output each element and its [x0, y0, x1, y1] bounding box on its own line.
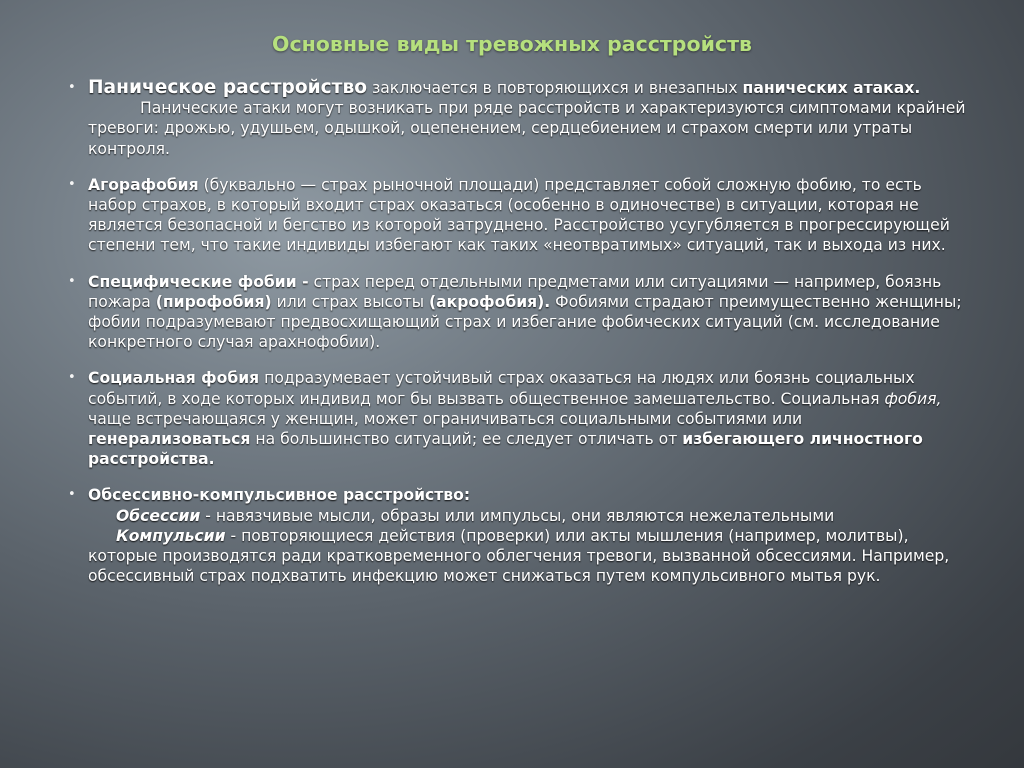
panic-paragraph — [88, 78, 968, 159]
social-bold-1: генерализоваться — [88, 430, 251, 449]
bullet-icon: • — [68, 487, 76, 503]
specific-bold-1: (пирофобия) — [155, 292, 272, 311]
panic-bold: панических атаках. — [742, 79, 921, 97]
specific-text-3: Фобиями страдают преимущественно женщины; фобии подразумевают предвосхищающий страх и избегание фобических ситуаций (см. исследование конкретного случая арахнофобии). — [88, 292, 962, 352]
specific-text-2: или страх высоты — [271, 292, 430, 311]
panic-detail: Панические атаки могут возникать при ряде расстройств и характеризуются симптомами крайней тревоги: дрожью, удушьем, одышкой, оцепенением, сердцебиением и страхом смерти или утраты контроля. — [88, 99, 966, 158]
agoraphobia-term: Агорафобия — [88, 175, 199, 194]
bullet-icon: • — [68, 176, 76, 192]
social-term: Социальная фобия — [88, 369, 260, 388]
obsessions-term: Обсессии — [116, 506, 201, 525]
social-text-2: чаще встречающаяся у женщин, может ограничиваться социальными событиями или — [88, 409, 803, 428]
panic-term: Паническое расстройство — [88, 77, 367, 98]
specific-phobias-paragraph — [88, 272, 968, 353]
specific-text-1: страх перед отдельными предметами или ситуациями — например, боязнь пожара — [88, 272, 942, 311]
compulsions-term: Компульсии — [116, 526, 226, 545]
specific-bold-2: (акрофобия). — [429, 292, 551, 311]
bullet-icon: • — [68, 370, 76, 386]
social-text-3: на большинство ситуаций; ее следует отличать от — [250, 430, 683, 449]
bullet-item-ocd — [68, 485, 968, 586]
agoraphobia-text: (буквально — страх рыночной площади) представляет собой сложную фобию, то есть набор страхов, в который входит страх оказаться (особенно в одиночестве) в ситуации, которая не является безопасной и бегство из которой затруднено. Расстройство усугубляется в прогрессирующей степени тем, что такие индивиды избегают как таких «неотвратимых» ситуаций, так и выхода из них. — [88, 175, 950, 255]
compulsions-line — [88, 526, 968, 587]
bullet-item-specific-phobias — [68, 272, 968, 353]
bullet-icon: • — [68, 273, 76, 289]
bullet-item-agoraphobia — [68, 175, 968, 256]
social-italic: фобия, — [884, 389, 942, 408]
ocd-paragraph — [88, 485, 968, 586]
specific-term: Специфические фобии - — [88, 272, 309, 291]
ocd-term: Обсессивно-компульсивное расстройство: — [88, 486, 471, 505]
social-phobia-paragraph — [88, 368, 968, 469]
obsessions-line — [88, 506, 968, 526]
bullet-item-panic — [68, 78, 968, 159]
bullet-icon: • — [68, 80, 76, 95]
compulsions-text: - повторяющиеся действия (проверки) или акты мышления (например, молитвы), которые производятся ради кратковременного облегчения тревоги, вызванной обсессиями. Например, обсессивный страх подхватить инфекцию может снижаться путем компульсивного мытья рук. — [88, 526, 950, 586]
panic-detail-line — [88, 98, 968, 159]
slide-title: Основные виды тревожных расстройств — [272, 32, 752, 56]
slide-content — [68, 78, 968, 602]
obsessions-text: - навязчивые мысли, образы или импульсы, они являются нежелательными — [200, 506, 835, 525]
bullet-item-social-phobia — [68, 368, 968, 469]
social-bold-2: избегающего личностного расстройства. — [88, 430, 923, 469]
social-text-1: подразумевает устойчивый страх оказаться на людях или боязнь социальных событий, в ходе которых индивид мог бы вызвать общественное замешательство. Социальная — [88, 369, 915, 408]
agoraphobia-paragraph — [88, 175, 968, 256]
panic-intro: заключается в повторяющихся и внезапных — [367, 79, 743, 97]
